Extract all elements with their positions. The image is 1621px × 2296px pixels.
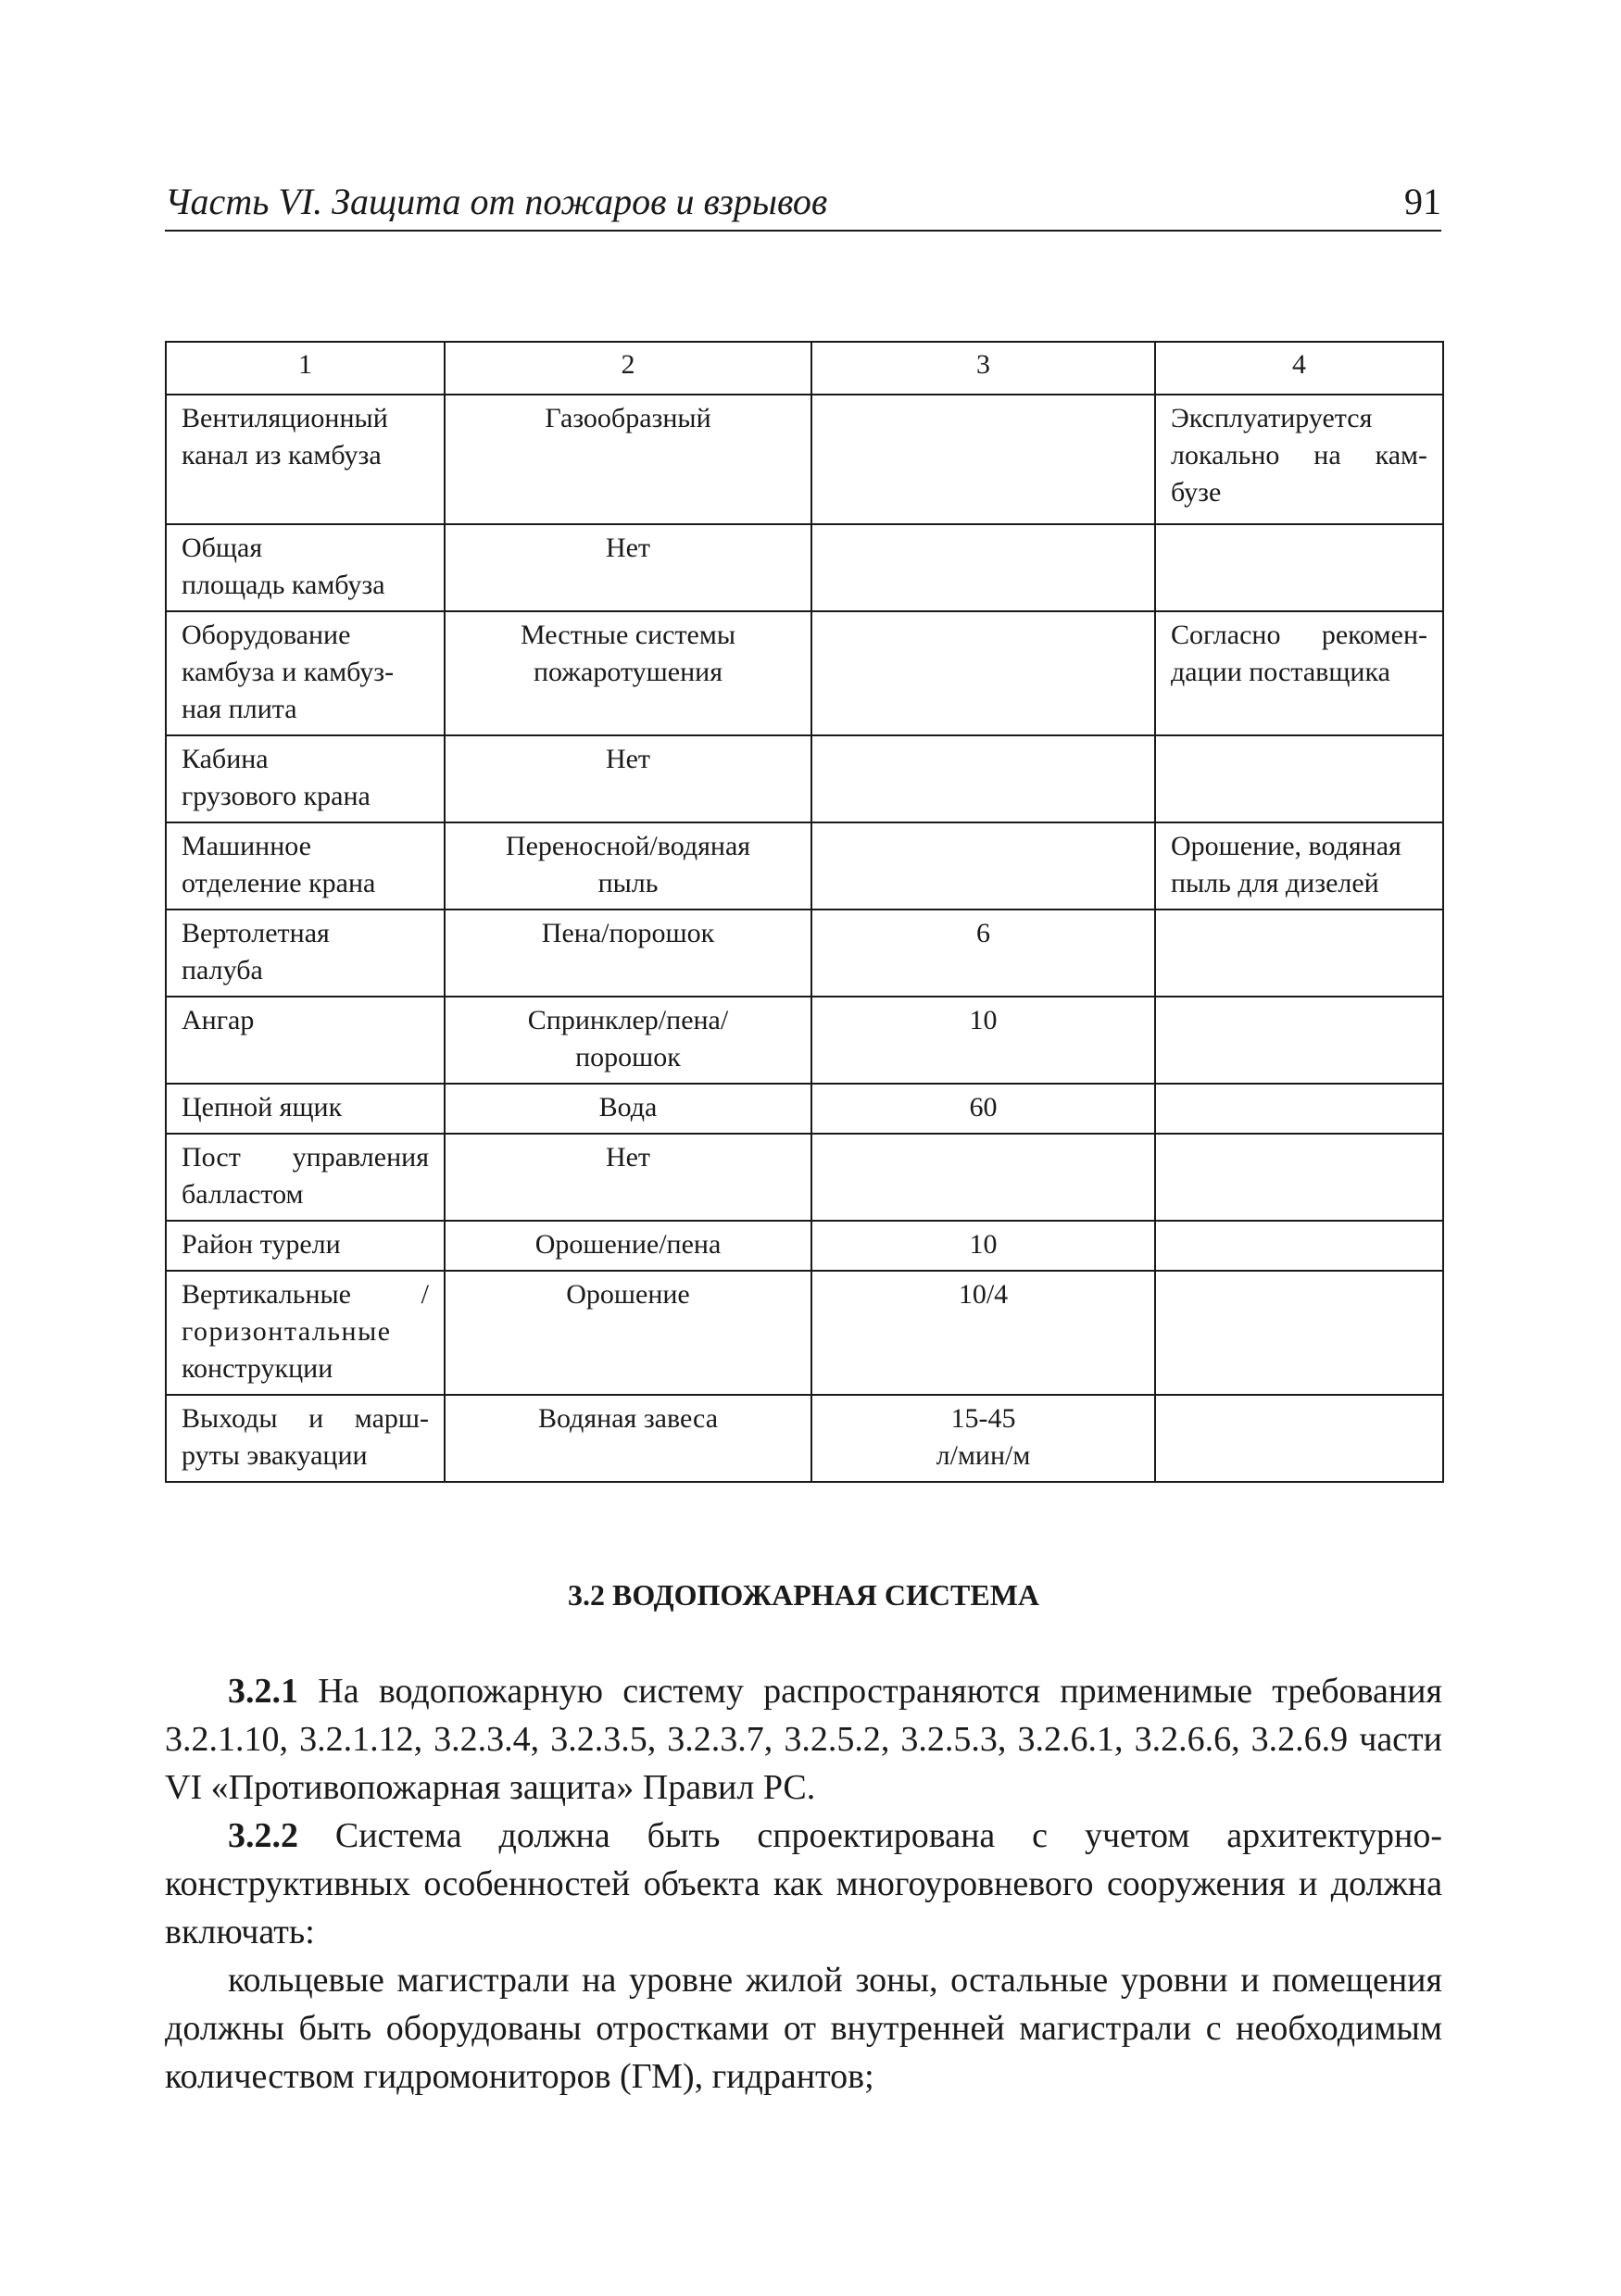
table-cell-line: Вертикальные / <box>182 1279 429 1310</box>
table-cell-line: Согласно рекомен- <box>1171 620 1427 650</box>
table-cell-line: Нет <box>605 533 651 563</box>
table-row <box>166 395 1443 524</box>
table-cell <box>1155 1271 1443 1395</box>
table-cell-line: площадь камбуза <box>182 570 385 600</box>
table-cell-line: дации поставщика <box>1171 657 1390 687</box>
table-cell <box>811 395 1155 524</box>
table-row <box>166 1134 1443 1221</box>
table-cell-line: Вода <box>598 1092 658 1123</box>
table-cell <box>445 910 811 997</box>
paragraph-number: 3.2.1 <box>228 1672 298 1711</box>
table-cell-line: конструкции <box>182 1353 333 1384</box>
table-cell-line: бузе <box>1171 477 1222 508</box>
table-cell <box>811 1221 1155 1271</box>
table-cell-line: Ангар <box>182 1005 255 1035</box>
table-cell <box>811 910 1155 997</box>
table-cell-line: пожаротушения <box>534 657 723 687</box>
table-cell-line: Орошение/пена <box>534 1229 722 1260</box>
table-cell-line: порошок <box>575 1042 681 1073</box>
paragraph-text: На водопожарную систему распространяются применимые требования 3.2.1.10, 3.2.1.12, 3.2.3.4, 3.2.3.5, 3.2.3.7, 3.2.5.2, 3.2.5.3, 3.2.6.1, 3.2.6.6, 3.2.6.9 части VI «Противопожарная защита» Правил РС. <box>165 1672 1442 1807</box>
table-cell-line: пыль <box>597 868 659 898</box>
table-cell <box>1155 524 1443 611</box>
table-cell-line: 6 <box>976 918 990 948</box>
table-cell-line: Вентиляционный <box>182 403 388 433</box>
running-header <box>165 174 1441 232</box>
table-cell <box>811 1395 1155 1482</box>
table-cell-line: Выходы и марш- <box>182 1403 429 1434</box>
column-header: 4 <box>1155 342 1443 395</box>
table-cell-line: Газообразный <box>545 403 711 433</box>
paragraph-3-2-1 <box>165 1667 1442 1812</box>
table-cell <box>1155 997 1443 1084</box>
table-cell <box>1155 822 1443 910</box>
table-cell-line: локально на кам- <box>1171 440 1427 470</box>
table-cell-line: Район турели <box>182 1229 341 1260</box>
table-cell <box>166 1221 445 1271</box>
table-cell-line: Орошение <box>566 1279 690 1310</box>
table-cell-line: Пена/порошок <box>541 918 715 948</box>
section-heading: 3.2 ВОДОПОЖАРНАЯ СИСТЕМА <box>567 1578 1040 1612</box>
paragraph-number: 3.2.2 <box>228 1816 298 1855</box>
table-cell-line: 15-45 <box>950 1403 1016 1434</box>
table-row <box>166 1271 1443 1395</box>
body-text <box>165 1667 1442 2101</box>
table-row <box>166 735 1443 822</box>
table-cell <box>445 1395 811 1482</box>
table-cell <box>166 1134 445 1221</box>
table-cell-line: Переносной/водяная <box>505 831 751 861</box>
table-cell <box>445 997 811 1084</box>
paragraph-text: Система должна быть спроектирована с учетом архитектурно-конструктивных особенностей объекта как многоуровневого сооружения и должна включать: <box>165 1816 1442 1951</box>
table-cell-line: Пост управления <box>182 1142 429 1173</box>
column-header: 1 <box>166 342 445 395</box>
table-cell <box>811 524 1155 611</box>
table-cell-line: грузового крана <box>182 781 371 811</box>
column-header: 2 <box>445 342 811 395</box>
table-cell <box>166 997 445 1084</box>
table-cell <box>1155 1084 1443 1134</box>
table-cell-line: Цепной ящик <box>182 1092 343 1123</box>
table-cell-line: Эксплуатируется <box>1171 403 1373 433</box>
table-cell <box>811 1271 1155 1395</box>
table-cell <box>166 395 445 524</box>
table-cell-line: ная плита <box>182 694 297 724</box>
table-cell <box>445 524 811 611</box>
table-cell-line: л/мин/м <box>936 1440 1031 1471</box>
table-cell <box>811 735 1155 822</box>
table-cell <box>1155 910 1443 997</box>
table-cell <box>445 1134 811 1221</box>
paragraph-3-2-2 <box>165 1812 1442 1956</box>
table-cell <box>445 822 811 910</box>
table-cell-line: отделение крана <box>182 868 376 898</box>
table-cell <box>445 395 811 524</box>
table-cell-line: 10/4 <box>958 1279 1009 1310</box>
table-cell <box>1155 735 1443 822</box>
table-cell <box>166 1395 445 1482</box>
table-row <box>166 524 1443 611</box>
table-row <box>166 1395 1443 1482</box>
table-cell <box>445 611 811 735</box>
table-cell-line: пыль для дизелей <box>1171 868 1379 898</box>
table-cell <box>811 997 1155 1084</box>
table-cell-line: 10 <box>969 1229 998 1260</box>
table-cell-line: Кабина <box>182 744 269 774</box>
table-cell <box>166 910 445 997</box>
table-cell <box>166 611 445 735</box>
running-title: Часть VI. Защита от пожаров и взрывов <box>165 181 828 222</box>
table-row <box>166 910 1443 997</box>
table-row <box>166 997 1443 1084</box>
table-cell <box>1155 611 1443 735</box>
table-cell <box>1155 395 1443 524</box>
table-cell-line: Орошение, водяная <box>1171 831 1401 861</box>
table-cell-line: Местные системы <box>520 620 736 650</box>
column-header: 3 <box>811 342 1155 395</box>
table-row <box>166 1221 1443 1271</box>
table-row <box>166 611 1443 735</box>
table-cell-line: камбуза и камбуз- <box>182 657 395 687</box>
table-cell-line: Общая <box>182 533 263 563</box>
table-row <box>166 822 1443 910</box>
table-cell-line: 10 <box>969 1005 998 1035</box>
table-cell <box>445 735 811 822</box>
table-cell-line: Оборудование <box>182 620 351 650</box>
table-cell <box>166 524 445 611</box>
paragraph-list-item <box>165 1956 1442 2101</box>
table-cell-line: руты эвакуации <box>182 1440 368 1471</box>
table-cell <box>166 1084 445 1134</box>
table-cell <box>1155 1134 1443 1221</box>
table-cell-line: горизонтальные <box>182 1316 392 1347</box>
table-cell-line: канал из камбуза <box>182 440 382 470</box>
data-table <box>165 341 1444 1483</box>
table-cell-line: 60 <box>969 1092 998 1123</box>
table-cell-line: Водяная завеса <box>537 1403 719 1434</box>
table-cell <box>811 1084 1155 1134</box>
table-cell <box>811 611 1155 735</box>
table-row <box>166 1084 1443 1134</box>
table-cell <box>166 735 445 822</box>
table-cell-line: балластом <box>182 1179 304 1210</box>
table-header-row <box>166 342 1443 395</box>
table-cell <box>445 1271 811 1395</box>
table-cell <box>445 1221 811 1271</box>
table-body <box>166 395 1443 1482</box>
table-cell <box>811 1134 1155 1221</box>
table-cell <box>1155 1395 1443 1482</box>
table-cell <box>811 822 1155 910</box>
table-cell-line: Нет <box>605 744 651 774</box>
table-cell-line: Нет <box>605 1142 651 1173</box>
page-number: 91 <box>1404 181 1441 222</box>
table-cell <box>166 822 445 910</box>
table-cell-line: Спринклер/пена/ <box>527 1005 729 1035</box>
table-cell-line: Вертолетная <box>182 918 330 948</box>
table-cell <box>445 1084 811 1134</box>
table-cell <box>166 1271 445 1395</box>
table-cell-line: палуба <box>182 955 263 985</box>
table-cell-line: Машинное <box>182 831 311 861</box>
fire-protection-table <box>165 341 1442 1483</box>
paragraph-text: кольцевые магистрали на уровне жилой зоны, остальные уровни и помещения должны быть оборудованы отростками от внутренней магистрали с необходимым количеством гидромониторов (ГМ), гидрантов; <box>165 1961 1442 2096</box>
table-cell <box>1155 1221 1443 1271</box>
